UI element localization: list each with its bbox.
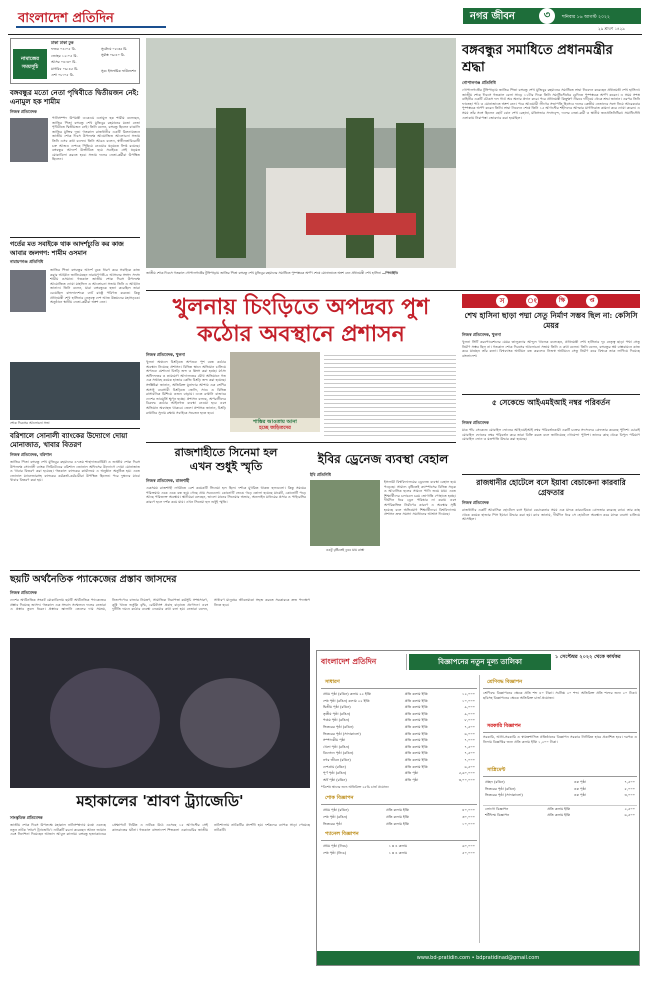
ad-row: ভিতরের পৃষ্ঠা (সাদাকালো) প্রতি কলাম ইঞ্চি ৬,০০০ (323, 731, 475, 736)
tax-headline: ছয়টি অর্থনৈতিক প্যাকেজের প্রস্তাব জাসদের (10, 574, 177, 585)
snippet-headline: শেখ হাসিনা ছাড়া পদ্মা সেতু নির্মাণ সম্ভব ছিল না: কেসিসি মেয়র (464, 311, 638, 330)
lead-byline: নিজস্ব প্রতিবেদক, খুলনা (146, 352, 185, 357)
ad-row: খেলা পৃষ্ঠা (রঙিন) প্রতি কলাম ইঞ্চি ৭,৫০০ (323, 744, 475, 749)
masthead-logo: বাংলাদেশ প্রতিদিন (18, 11, 114, 26)
prayer-times (51, 46, 99, 79)
ad-effective: ১ সেপ্টেম্বর ২০২২ থেকে কার্যকর (555, 654, 621, 660)
page-number: ৩ (539, 8, 555, 24)
drainage-body: ইসলামী বিশ্ববিদ্যালয়ের ড্রেনেজ ব্যবস্থা বেহাল হয়ে পড়েছে। সামান্য বৃষ্টিতেই ক্যাম্পাসের বিভিন্ন সড়ক ও আবাসিক হলের সামনে পানি জমে যায়। এতে শিক্ষার্থীদের চলাচলে চরম ভোগান্তি পোহাতে হচ্ছে। দীর্ঘদিন ধরে ড্রেন পরিষ্কার না করায় এবং অপরিকল্পিত নির্মাণের কারণে এ অবস্থার সৃষ্টি হয়েছে বলে অভিযোগ শিক্ষার্থীদের। বিশ্ববিদ্যালয় প্রশাসন দ্রুত সমস্যা সমাধানের আশ্বাস দিয়েছে। (384, 480, 456, 517)
hijri-line: ২৯ শ্রাবণ ১৪২৯ (598, 26, 625, 31)
story2-body: জাতির পিতা বঙ্গবন্ধুর আদর্শ বুকে ধারণ করে সবাইকে কাজ করার আহ্বান জানিয়েছেন নারায়ণগঞ্জ-৪ আসনের সংসদ সদস্য শামীম ওসমান। গতকাল জাতীয় শোক দিবস উপলক্ষে আয়োজিত দোয়া মাহফিল ও আলোচনা সভায় তিনি এ আহ্বান জানান। তিনি বলেন, যারা বঙ্গবন্ধুকে হত্যা করেছিল তারা চেয়েছিল বাংলাদেশকে ব্যর্থ রাষ্ট্রে পরিণত করতে। কিন্তু প্রধানমন্ত্রী শেখ হাসিনার নেতৃত্বে দেশ আজ উন্নয়নের মহাসড়কে। অনুষ্ঠানে স্থানীয় নেতা-কর্মীরা অংশ নেন। (50, 268, 140, 305)
cinema-byline: নিজস্ব প্রতিবেদক, রাজশাহী (146, 478, 190, 483)
drama-stage-light (50, 668, 160, 768)
snippet-byline: নিজস্ব প্রতিবেদক (462, 500, 489, 505)
story1-headline: বঙ্গবন্ধুর মতো নেতা পৃথিবীতে দ্বিতীয়জন নেই: এনামুল হক শামীম (10, 88, 139, 106)
drama-headline: মহাকালের 'শ্রাবণ ট্র্যাজেডি' (76, 792, 244, 810)
snippets-letter: স (496, 295, 508, 307)
lead-photo (230, 352, 320, 418)
cinema-headline-2: এখন শুধুই স্মৃতি (189, 460, 263, 473)
divider (146, 442, 456, 443)
divider (10, 570, 640, 571)
ad-title-bar (409, 654, 551, 670)
cinema-headline-1: রাজশাহীতে সিনেমা হল (174, 446, 278, 459)
story1-body: পানিসম্পদ উপমন্ত্রী একেএম এনামুল হক শামীম বলেছেন, জাতির পিতা বঙ্গবন্ধু শেখ মুজিবুর রহমানের মতো নেতা পৃথিবীতে দ্বিতীয়জন নেই। তিনি বলেন, বঙ্গবন্ধু ছিলেন বাঙালি জাতির মুক্তির দূত। গতকাল রাজধানীর একটি মিলনায়তনে জাতীয় শোক দিবস উপলক্ষে আয়োজিত আলোচনা সভায় তিনি এসব কথা বলেন। তিনি আরও বলেন, স্বাধীনতাবিরোধী চক্র আজও দেশকে পিছিয়ে নেওয়ার ষড়যন্ত্রে লিপ্ত রয়েছে। বঙ্গবন্ধুর আদর্শে উজ্জীবিত হয়ে সবাইকে সেই ষড়যন্ত্র মোকাবিলা করতে হবে। সভায় দলের নেতা-কর্মীরা উপস্থিত ছিলেন। (52, 116, 140, 162)
ad-row: শেষ পৃষ্ঠা (নিচে) ১ x ৪ কলাম ৫০,০০০ (323, 850, 475, 855)
ad-row: ভিতরের পৃষ্ঠা (রঙিন) এক পৃষ্ঠা ৫,০০০ (485, 786, 635, 791)
story1-byline: নিজস্ব প্রতিবেদক (10, 109, 37, 114)
top-story-photo-credit: —পিআইডি (381, 271, 398, 275)
drama-photo (10, 638, 310, 788)
ad-footer (317, 951, 639, 965)
ad-row: শর্টফিল্ম বিজ্ঞাপন প্রতি কলাম ইঞ্চি ৬,৫০০ (485, 813, 635, 818)
prayer-row: ফজর ০৪:০৫ মি. (51, 47, 76, 51)
lead-headline-1: খুলনায় চিংড়িতে অপদ্রব্য পুশ (172, 294, 430, 320)
masthead (8, 6, 642, 32)
ad-row: অর্ধ পৃষ্ঠা (রঙিন) প্রতি পৃষ্ঠা ৩,০০,০০০ (323, 777, 475, 782)
ad-row: প্রথম পৃষ্ঠা (রঙিন) কলাম ২২ ইঞ্চি প্রতি কলাম ইঞ্চি ১২,০০০ (323, 692, 475, 696)
lead-body: খুলনা অঞ্চলে চিংড়িতে অপদ্রব্য পুশ বন্ধে কঠোর অবস্থান নিয়েছে প্রশাসন। বিভিন্ন স্থানে অভিযান চালিয়ে অপদ্রব্য মেশানো চিংড়ি জব্দ ও ধ্বংস করা হচ্ছে। মৎস্য অধিদফতর ও ভ্রাম্যমাণ আদালতের যৌথ অভিযানে গত এক সপ্তাহে কয়েক হাজার কেজি চিংড়ি জব্দ করা হয়েছে। সংশ্লিষ্টরা জানান, অতিরিক্ত মুনাফার আশায় এক শ্রেণির অসাধু ব্যবসায়ী চিংড়িতে জেলি, সাগু ও বিভিন্ন রাসায়নিক মিশিয়ে ওজন বাড়ায়। এতে রপ্তানি বাজারে দেশের ভাবমূর্তি ক্ষুণ্ন হচ্ছে। প্রশাসন বলছে, অপরাধীদের বিরুদ্ধে কঠোর আইনগত ব্যবস্থা নেওয়া হবে এবং অভিযান অব্যাহত থাকবে। জেলা প্রশাসক জানান, চিংড়ি রপ্তানির সুনাম রক্ষায় সবাইকে সচেতন হতে হবে। (146, 360, 226, 415)
story2-portrait (10, 270, 46, 312)
prayer-row: এশা ০৮:০৫ মি. (51, 73, 74, 78)
divider (146, 290, 640, 291)
ad-classified-title: শ্রেণিবদ্ধ বিজ্ঞাপন (483, 678, 637, 689)
masthead-underline (16, 26, 166, 28)
divider (462, 394, 640, 395)
ad-row: তৃতীয় পৃষ্ঠা (রঙিন) প্রতি কলাম ইঞ্চি ৯,০০০ (323, 711, 475, 716)
ad-row: পঞ্চম পৃষ্ঠা (রঙিন) প্রতি কলাম ইঞ্চি ৮,০০০ (323, 718, 475, 723)
ad-logo-box (321, 654, 407, 670)
divider (10, 237, 140, 238)
ad-website-link[interactable]: www.bd-pratidin.com (416, 955, 470, 961)
ad-special-table (321, 807, 477, 827)
photo-figures (396, 123, 424, 258)
photo-figures (216, 108, 246, 258)
divider (462, 474, 640, 475)
drama-stage-light (180, 678, 280, 768)
ad-row: বিনোদন পৃষ্ঠা (রঙিন) প্রতি কলাম ইঞ্চি ৭,৫০০ (323, 751, 475, 756)
ad-row: দেশগ্রাম (রঙিন) প্রতি কলাম ইঞ্চি ৬,৫০০ (323, 764, 475, 769)
footer-separator: • (471, 955, 477, 961)
drainage-byline: ইবি প্রতিনিধি (310, 472, 331, 477)
top-story-caption-text: জাতীয় শোক দিবসে গতকাল গোপালগঞ্জের টুঙ্গিপাড়ায় জাতির পিতা বঙ্গবন্ধু শেখ মুজিবুর রহমানের সমাধিতে পুষ্পস্তবক অর্পণ শেষে মোনাজাতে অংশ নেন প্রধানমন্ত্রী শেখ হাসিনা (146, 271, 381, 275)
story3-byline: নিজস্ব প্রতিবেদক, বরিশাল (10, 452, 52, 457)
ad-supplement-title: সাপ্লিমেন্ট (483, 766, 637, 777)
lead-photo-caption (230, 418, 320, 432)
ad-supplement-table (483, 779, 637, 799)
ad-notice-table (321, 843, 477, 856)
top-story-body: গোপালগঞ্জের টুঙ্গিপাড়ায় জাতির পিতা বঙ্গবন্ধু শেখ মুজিবুর রহমানের সমাধিতে শ্রদ্ধা নিবেদন করেছেন প্রধানমন্ত্রী শেখ হাসিনা। জাতীয় শোক দিবসে গতকাল বেলা সাড়ে ১১টার দিকে তিনি সমাধিসৌধের বেদিতে পুষ্পস্তবক অর্পণ করেন। এ সময় সশস্ত্র বাহিনীর একটি চৌকস দল গার্ড অব অনার প্রদান করে। পরে প্রধানমন্ত্রী কিছুক্ষণ নীরবে দাঁড়িয়ে থেকে শ্রদ্ধা জানান। এরপর তিনি ফাতেহা পাঠ ও মোনাজাতে অংশ নেন। পরে আওয়ামী লীগের সভাপতি হিসেবে দলের কেন্দ্রীয় নেতাদের সঙ্গে নিয়ে আরেকবার পুষ্পস্তবক অর্পণ করেন তিনি। শ্রদ্ধা নিবেদন শেষে তিনি ১৫ আগস্টের শহীদদের আত্মার মাগফিরাত কামনা করে দোয়া করেন। এ সময় তাঁর সঙ্গে ছিলেন ছোট বোন শেখ রেহানা, মন্ত্রিসভার সদস্যবৃন্দ, দলের নেতা-কর্মী ও স্থানীয় জনপ্রতিনিধিরা। সমাধিসৌধ এলাকায় নিরাপত্তা জোরদার করা হয়েছিল। (462, 88, 640, 120)
snippet-byline: নিজস্ব প্রতিবেদক (462, 420, 489, 425)
snippet-body: মাত্র পাঁচ সেকেন্ডে মোবাইল ফোনের আইএমইআই নম্বর পরিবর্তনকারী একটি চক্রের সদস্যদের গ্রেফতার করেছে পুলিশ। চোরাই মোবাইল ফোনের নম্বর পরিবর্তন করে তারা বিক্রি করত বলে জানিয়েছে গোয়েন্দা পুলিশ। তাদের কাছ থেকে বিপুল পরিমাণ মোবাইল ফোন ও যন্ত্রপাতি উদ্ধার করা হয়েছে। (462, 428, 640, 442)
photo-sky (146, 38, 456, 128)
snippet-headline: ৫ সেকেন্ডে আইএমইআই নম্বর পরিবর্তন (491, 398, 611, 407)
ad-row: পূর্ণ পৃষ্ঠা (রঙিন) প্রতি পৃষ্ঠা ৫,৬০,০০০ (323, 771, 475, 776)
ad-row: নগর জীবন (রঙিন) প্রতি কলাম ইঞ্চি ৭,০০০ (323, 757, 475, 762)
ad-row: প্রচ্ছদ (রঙিন) এক পৃষ্ঠা ৭,৫০০ (485, 780, 635, 784)
ad-govt-text: সরকারি, আধা-সরকারি ও স্বায়ত্তশাসিত প্রতিষ্ঠানের বিজ্ঞাপন সরকার নির্ধারিত হারে প্রকাশিত হবে। দরপত্র ও নিলাম বিজ্ঞপ্তির জন্য প্রতি কলাম ইঞ্চি ১,২০০ টাকা। (483, 735, 637, 744)
snippets-letter: ক্ষি (556, 295, 568, 307)
ad-title: বিজ্ঞাপনের নতুন মূল্য তালিকা (438, 658, 522, 666)
prayer-title: ঢাকা ঢাকা ঢুক (51, 40, 74, 45)
cinema-body: একসময় রাজশাহী নগরীতে বেশ কয়েকটি সিনেমা হল ছিল। দর্শকে মুখরিত থাকত হলগুলো। কিন্তু সময়ের পরিক্রমায় একে একে বন্ধ হয়ে গেছে প্রায় সবগুলো। কোনোটি ভেঙে গড়ে তোলা হয়েছে মার্কেট, কোনোটি পড়ে আছে পরিত্যক্ত অবস্থায়। স্থানীয়রা বলছেন, ভালো মানের সিনেমার অভাব, অনলাইন মাধ্যমের প্রসার ও পাইরেসির কারণে হলে দর্শক কমে যায়। এখন সিনেমা হল শুধুই স্মৃতি। (146, 486, 306, 504)
ad-col-divider (479, 675, 480, 943)
lead-photo-caption-1: শাস্তির আওতায় আনা (253, 419, 297, 425)
lead-photo-caption-2: হচ্ছে জড়িতদের (259, 425, 291, 431)
ad-govt-title: সরকারি বিজ্ঞাপন (483, 722, 637, 733)
lead-body-cont (324, 352, 456, 438)
photo-figures (346, 118, 374, 258)
divider (10, 428, 140, 429)
story2-photo (10, 362, 140, 420)
prayer-label-2: সময়সূচি (21, 64, 39, 70)
prayer-label-block (13, 49, 47, 79)
ad-row: শেষ পৃষ্ঠা (রঙিন) কলাম ২২ ইঞ্চি প্রতি কলাম ইঞ্চি ১০,০০০ (323, 698, 475, 703)
sunrise: সূর্যোদয় ০৫:৩৫ মি. (101, 47, 128, 51)
tax-byline: নিজস্ব প্রতিবেদক (10, 590, 37, 595)
snippets-letter: ং (527, 297, 537, 305)
top-story-photo (146, 38, 456, 268)
ad-row: প্রথম পৃষ্ঠা (নিচে) ১ x ৪ কলাম ৬০,০০০ (323, 844, 475, 849)
drainage-photo (310, 480, 380, 546)
ad-classified-text: শ্রেণিবদ্ধ বিজ্ঞাপনের ক্ষেত্রে প্রতি শব্দ ৪০ টাকা। সর্বনিম্ন ২০ শব্দ। অতিরিক্ত প্রতি শব্দের জন্য ২০ টাকা। ছবিসহ বিজ্ঞাপনের ক্ষেত্রে অতিরিক্ত চার্জ প্রযোজ্য। (483, 691, 637, 700)
story1-portrait (10, 118, 48, 162)
ad-row: প্রথম পৃষ্ঠা (রঙিন) প্রতি কলাম ইঞ্চি ৪০,০০০ (323, 808, 475, 813)
tax-body: দেশের অর্থনৈতিক সংকট মোকাবিলায় ছয়টি অর্থনৈতিক প্যাকেজের প্রস্তাব দিয়েছে জাসদ। গতকাল এক সংবাদ সম্মেলনে দলের নেতারা এ প্রস্তাব তুলে ধরেন। প্রস্তাবে জ্বালানি তেলের দাম সমন্বয়, নিত্যপণ্যের বাজার নিয়ন্ত্রণ, সামাজিক নিরাপত্তা কর্মসূচি সম্প্রসারণ, কৃষি খাতে ভর্তুকি বৃদ্ধি, রেমিট্যান্স প্রবাহ বাড়াতে প্রণোদনা এবং দুর্নীতি দমনে কঠোর ব্যবস্থা নেওয়ার কথা বলা হয়। নেতারা বলেন, সাধারণ মানুষের জীবনযাত্রা সহজ করতে সরকারকে দ্রুত পদক্ষেপ নিতে হবে। (10, 598, 310, 612)
ad-general-table (321, 691, 477, 783)
ad-notice-title: প্যানেল বিজ্ঞাপন (321, 830, 477, 841)
snippets-banner (462, 294, 640, 308)
story2-byline: নারায়ণগঞ্জ প্রতিনিধি (10, 259, 44, 264)
ad-row: ভিতরের পৃষ্ঠা (রঙিন) প্রতি কলাম ইঞ্চি ৭,৫০০ (323, 724, 475, 729)
ad-left-col (321, 675, 477, 856)
drama-body: জাতীয় শোক দিবস উপলক্ষে মহাকাল নাট্যসম্প্রদায় মঞ্চে এনেছে নতুন নাটক 'শ্রাবণ ট্র্যাজেডি'। নাটকটি রচনা করেছেন আনন জামান এবং নির্দেশনা দিয়েছেন আজাদ আবুল কালাম। বঙ্গবন্ধু হত্যাকাণ্ডের প্রেক্ষাপটে নির্মিত এ নাটকে উঠে এসেছে ১৫ আগস্টের সেই কালরাতের ঘটনা। গতকাল বাংলাদেশ শিল্পকলা একাডেমির জাতীয় নাট্যশালায় নাটকটির প্রদর্শনী হয়। দর্শকদের ব্যাপক সাড়া পেয়েছে নাটকটি। (10, 823, 310, 837)
story2-photo-caption: শোক দিবসের আলোচনা সভা (10, 421, 50, 425)
ad-note: *বিশেষ স্থানের জন্য অতিরিক্ত ২৫% চার্জ প্রযোজ্য (321, 785, 389, 790)
ad-box (316, 650, 640, 966)
drainage-headline: ইবির ড্রেনেজ ব্যবস্থা বেহাল (317, 452, 449, 466)
prayer-row: মাগরিব ০৬:৪৫ মি. (51, 66, 79, 71)
ad-logo-table (483, 805, 637, 819)
sunset: সূর্যাস্ত ০৬:৪০ মি. (101, 53, 125, 57)
ad-row: লোগো বিজ্ঞাপন প্রতি কলাম ইঞ্চি ২,৫০০ (485, 806, 635, 811)
prayer-row: আসর ০৪:৩০ মি. (51, 60, 77, 65)
prayer-row: জোহর ১২:০৫ মি. (51, 53, 78, 58)
story3-body: জাতির পিতা বঙ্গবন্ধু শেখ মুজিবুর রহমানের ৪৭তম শাহাদাতবার্ষিকী ও জাতীয় শোক দিবস উপলক্ষে সোনালী ব্যাংক লিমিটেডের বরিশাল জোনাল অফিসের উদ্যোগে দোয়া মোনাজাত ও খাবার বিতরণ করা হয়েছে। গতকাল ব্যাংকের কার্যালয়ে এ অনুষ্ঠান অনুষ্ঠিত হয়। এতে জোনাল ম্যানেজারসহ ব্যাংকের কর্মকর্তা-কর্মচারীরা উপস্থিত ছিলেন। পরে দুস্থদের মাঝে খাবার বিতরণ করা হয়। (10, 460, 140, 483)
ad-special-title: শোক বিজ্ঞাপন (321, 794, 477, 805)
ad-right-col (483, 675, 637, 819)
snippet-body: খুলনা সিটি করপোরেশনের মেয়র তালুকদার আব্দুল খালেক বলেছেন, প্রধানমন্ত্রী শেখ হাসিনার দৃঢ় নেতৃত্ব ছাড়া পদ্মা সেতু নির্মাণ সম্ভব ছিল না। গতকাল শোক দিবসের আলোচনা সভায় তিনি এ কথা বলেন। তিনি বলেন, বঙ্গবন্ধুর স্বপ্ন বাস্তবায়নে কাজ করে যাচ্ছেন তাঁর কন্যা। বিশ্বব্যাংক অর্থায়ন বন্ধ করলেও নিজস্ব অর্থায়নে সেতু নির্মাণ করে বিশ্বকে তাক লাগিয়ে দিয়েছে বাংলাদেশ। (462, 340, 640, 358)
top-story-byline: গোপালগঞ্জ প্রতিনিধি (462, 80, 496, 85)
snippets-letter: প্ত (586, 295, 598, 307)
ad-row: শেষ পৃষ্ঠা (রঙিন) প্রতি কলাম ইঞ্চি ৩০,০০০ (323, 814, 475, 819)
snippet-body: রাজধানীর একটি আবাসিক হোটেলে বসে ইয়াবা বেচাকেনার সময় এক মাদক কারবারিকে গ্রেফতার করেছে র‌্যাব। তার কাছ থেকে কয়েক হাজার পিস ইয়াবা উদ্ধার করা হয়। র‌্যাব জানায়, দীর্ঘদিন ধরে সে হোটেলে অবস্থান করে মাদক ব্যবসা চালিয়ে আসছিল। (462, 508, 640, 522)
prayer-box (10, 38, 140, 84)
masthead-rule (8, 34, 642, 35)
drainage-photo-caption: একটু বৃষ্টিতেই ডুবে যায় রাস্তা (325, 548, 365, 552)
ad-row: সম্পাদকীয় পৃষ্ঠা প্রতি কলাম ইঞ্চি ৭,০০০ (323, 738, 475, 743)
story3-headline: বরিশালে সোনালী ব্যাংকের উদ্যোগে দোয়া মোনাজাত, খাবার বিতরণ (10, 431, 128, 449)
drama-byline: সাংস্কৃতিক প্রতিবেদক (10, 815, 43, 820)
sun-times (101, 46, 139, 74)
ad-row: ভিতরের পৃষ্ঠা (সাদাকালো) এক পৃষ্ঠা ৩,০০০ (485, 793, 635, 798)
ad-row: ভিতরের পৃষ্ঠা প্রতি কলাম ইঞ্চি ১০,০০০ (323, 821, 475, 826)
prayer-source: সূত্র: ইসলামিক ফাউন্ডেশন (101, 69, 136, 73)
section-title: নগর জীবন (470, 11, 515, 22)
ad-logo: বাংলাদেশ প্রতিদিন (321, 657, 377, 666)
snippet-byline: নিজস্ব প্রতিবেদক, খুলনা (462, 332, 501, 337)
story2-headline: গর্তের মত সবাইকে থাক আদর্শচ্যুতি কর কাজ আবার জলগণ: শামীম ওসমান (10, 240, 124, 257)
date-line: শনিবার ১৬ আগস্ট ২০২২ (562, 15, 611, 20)
ad-row: দ্বিতীয় পৃষ্ঠা (রঙিন) প্রতি কলাম ইঞ্চি ৯,০০০ (323, 705, 475, 710)
photo-flowers (306, 213, 416, 235)
ad-general-title: সাধারণ (321, 678, 477, 689)
top-story-headline: বঙ্গবন্ধুর সমাধিতে প্রধানমন্ত্রীর শ্রদ্ধা (462, 43, 613, 75)
snippet-headline: রাজধানীর হোটেলে বসে ইয়াবা বেচাকেনা কারবারি গ্রেফতার (476, 478, 626, 497)
top-story-caption (146, 271, 456, 275)
prayer-label-1: নামাজের (21, 56, 39, 62)
lead-headline-2: কঠোর অবস্থানে প্রশাসন (197, 321, 405, 347)
ad-email-link[interactable]: bdpratidinad@gmail.com (476, 955, 540, 961)
